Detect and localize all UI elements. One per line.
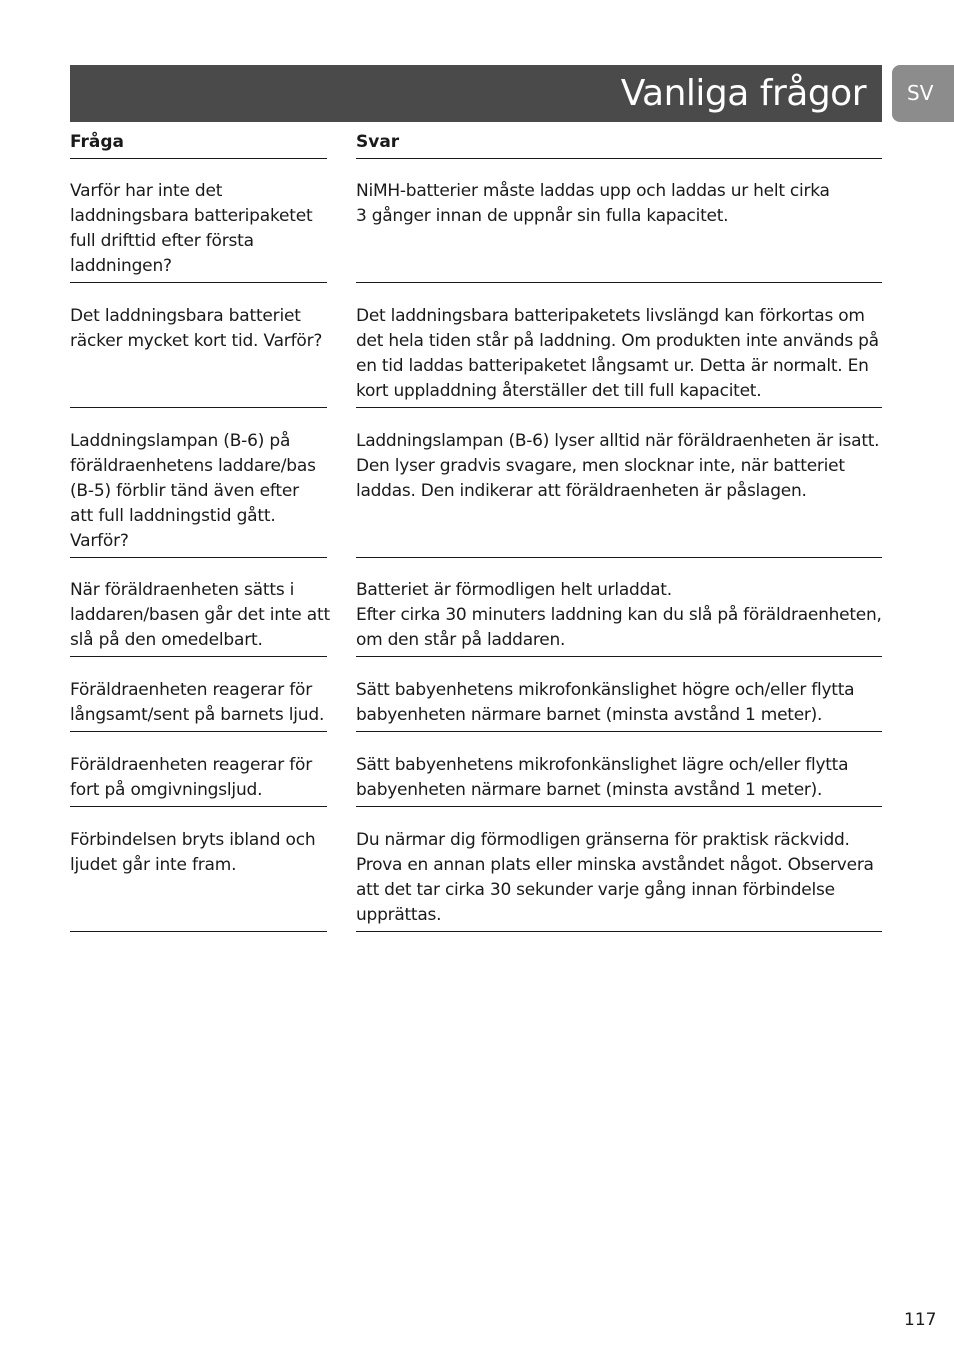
faq-answer-3: [356, 429, 886, 504]
faq-question-1: [70, 179, 332, 279]
faq-question-5: [70, 678, 332, 728]
column-header-question: Fråga: [70, 132, 125, 152]
row-rule-answer: [356, 656, 882, 657]
question-line: Förbindelsen bryts ibland och: [70, 830, 316, 850]
faq-question-7: [70, 828, 332, 878]
faq-answer-6: [356, 753, 886, 803]
row-rule-question: [70, 806, 327, 807]
question-line: Föräldraenheten reagerar för: [70, 680, 312, 700]
row-rule-answer: [356, 407, 882, 408]
question-line: Varför har inte det: [70, 181, 223, 201]
question-line: föräldraenhetens laddare/bas: [70, 456, 316, 476]
column-header-answer: Svar: [356, 132, 400, 152]
faq-answer-7: [356, 828, 886, 928]
faq-answer-4: [356, 578, 886, 653]
row-rule-question: [70, 407, 327, 408]
row-rule-answer: [356, 282, 882, 283]
answer-line: kort uppladdning återställer det till full kapacitet.: [356, 381, 762, 401]
language-tab: SV: [892, 65, 954, 122]
answer-line: NiMH-batterier måste laddas upp och laddas ur helt cirka: [356, 181, 830, 201]
row-rule-question: [70, 931, 327, 932]
question-line: När föräldraenheten sätts i: [70, 580, 295, 600]
faq-answer-5: [356, 678, 886, 728]
faq-answer-2: [356, 304, 886, 404]
row-rule-question: [70, 557, 327, 558]
answer-line: en tid laddas batteripaketet långsamt ur. Detta är normalt. En: [356, 356, 869, 376]
question-line: full drifttid efter första: [70, 231, 254, 251]
faq-question-6: [70, 753, 332, 803]
header-rule-question: [70, 158, 327, 159]
question-line: långsamt/sent på barnets ljud.: [70, 705, 325, 725]
faq-question-3: [70, 429, 332, 554]
question-line: Det laddningsbara batteriet: [70, 306, 301, 326]
row-rule-question: [70, 731, 327, 732]
row-rule-answer: [356, 806, 882, 807]
question-line: (B-5) förblir tänd även efter: [70, 481, 299, 501]
answer-line: Prova en annan plats eller minska avståndet något. Observera: [356, 855, 874, 875]
question-line: Varför?: [70, 531, 129, 551]
answer-line: Batteriet är förmodligen helt urladdat.: [356, 580, 672, 600]
answer-line: Du närmar dig förmodligen gränserna för praktisk räckvidd.: [356, 830, 850, 850]
row-rule-question: [70, 656, 327, 657]
answer-line: 3 gånger innan de uppnår sin fulla kapacitet.: [356, 206, 729, 226]
row-rule-answer: [356, 931, 882, 932]
answer-line: Sätt babyenhetens mikrofonkänslighet lägre och/eller flytta: [356, 755, 849, 775]
answer-line: babyenheten närmare barnet (minsta avstånd 1 meter).: [356, 705, 823, 725]
question-line: Föräldraenheten reagerar för: [70, 755, 312, 775]
answer-line: Sätt babyenhetens mikrofonkänslighet högre och/eller flytta: [356, 680, 855, 700]
faq-question-2: [70, 304, 332, 354]
question-line: laddningen?: [70, 256, 172, 276]
question-line: ljudet går inte fram.: [70, 855, 237, 875]
row-rule-answer: [356, 731, 882, 732]
answer-line: laddas. Den indikerar att föräldraenheten är påslagen.: [356, 481, 807, 501]
answer-line: att det tar cirka 30 sekunder varje gång innan förbindelse: [356, 880, 835, 900]
page-title: Vanliga frågor: [620, 72, 866, 114]
question-line: Laddningslampan (B-6) på: [70, 431, 291, 451]
answer-line: Efter cirka 30 minuters laddning kan du slå på föräldraenheten,: [356, 605, 882, 625]
answer-line: om den står på laddaren.: [356, 630, 566, 650]
question-line: laddningsbara batteripaketet: [70, 206, 313, 226]
page-header-bar: [70, 65, 882, 122]
answer-line: upprättas.: [356, 905, 442, 925]
answer-line: babyenheten närmare barnet (minsta avstånd 1 meter).: [356, 780, 823, 800]
answer-line: Laddningslampan (B-6) lyser alltid när föräldraenheten är isatt.: [356, 431, 880, 451]
answer-line: det hela tiden står på laddning. Om produkten inte används på: [356, 331, 879, 351]
page-number: 117: [904, 1310, 937, 1330]
question-line: att full laddningstid gått.: [70, 506, 276, 526]
question-line: slå på den omedelbart.: [70, 630, 263, 650]
header-rule-answer: [356, 158, 882, 159]
question-line: räcker mycket kort tid. Varför?: [70, 331, 323, 351]
question-line: fort på omgivningsljud.: [70, 780, 263, 800]
faq-question-4: [70, 578, 332, 653]
answer-line: Det laddningsbara batteripaketets livslängd kan förkortas om: [356, 306, 865, 326]
faq-answer-1: [356, 179, 886, 229]
row-rule-question: [70, 282, 327, 283]
question-line: laddaren/basen går det inte att: [70, 605, 330, 625]
row-rule-answer: [356, 557, 882, 558]
answer-line: Den lyser gradvis svagare, men slocknar inte, när batteriet: [356, 456, 845, 476]
